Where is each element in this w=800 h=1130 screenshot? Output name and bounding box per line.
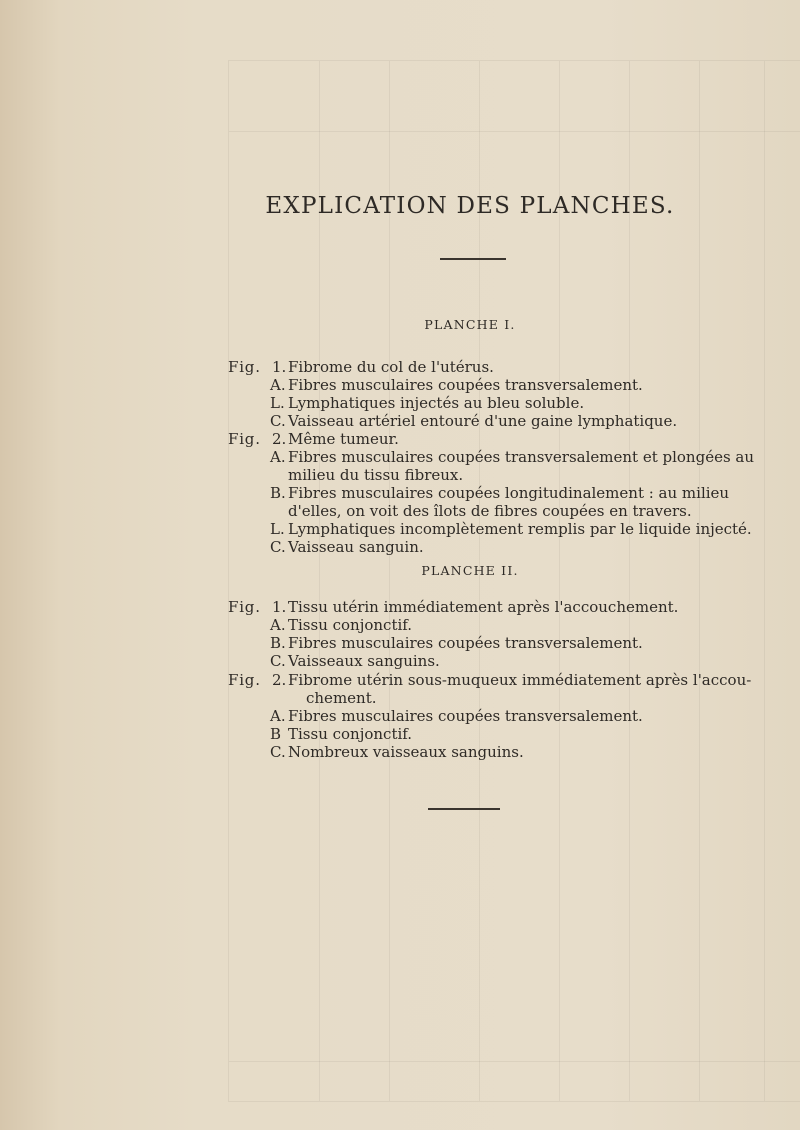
legend-text: Vaisseaux sanguins.	[288, 652, 440, 670]
legend-text: Vaisseau sanguin.	[288, 538, 424, 556]
figure-label: Fig.	[228, 358, 261, 376]
figure-caption-text-cont: chement.	[306, 689, 377, 707]
legend-text: Nombreux vaisseaux sanguins.	[288, 743, 524, 761]
legend-key: B.	[270, 484, 286, 502]
figure-number: 1.	[272, 358, 287, 376]
legend-key: C.	[270, 743, 286, 761]
legend-text: Lymphatiques injectés au bleu soluble.	[288, 394, 585, 412]
legend-text: Tissu conjonctif.	[288, 725, 413, 743]
figure-number: 2.	[272, 671, 287, 689]
plate-heading: PLANCHE II.	[421, 563, 519, 578]
legend-key: L.	[270, 520, 285, 538]
end-divider	[428, 808, 500, 810]
legend-text-cont: d'elles, on voit des îlots de fibres coupées en travers.	[288, 502, 692, 520]
legend-key: A.	[270, 376, 286, 394]
legend-text: Fibres musculaires coupées transversalement.	[288, 707, 643, 725]
title-divider	[440, 258, 506, 260]
legend-text: Fibres musculaires coupées longitudinalement : au milieu	[288, 484, 730, 502]
figure-caption-text: Fibrome utérin sous-muqueux immédiatement après l'accou-	[288, 671, 752, 689]
figure-caption-text: Fibrome du col de l'utérus.	[288, 358, 494, 376]
legend-text: Vaisseau artériel entouré d'une gaine lymphatique.	[288, 412, 678, 430]
legend-key: C.	[270, 538, 286, 556]
figure-caption-text: Même tumeur.	[288, 430, 399, 448]
legend-text: Tissu conjonctif.	[288, 616, 413, 634]
figure-number: 1.	[272, 598, 287, 616]
legend-text: Fibres musculaires coupées transversalement.	[288, 634, 643, 652]
legend-key: A.	[270, 616, 286, 634]
figure-label: Fig.	[228, 598, 261, 616]
legend-text: Fibres musculaires coupées transversalement.	[288, 376, 643, 394]
legend-key: C.	[270, 652, 286, 670]
page-title: EXPLICATION DES PLANCHES.	[265, 193, 675, 219]
legend-key: A.	[270, 448, 286, 466]
figure-number: 2.	[272, 430, 287, 448]
figure-label: Fig.	[228, 430, 261, 448]
legend-text: Lymphatiques incomplètement remplis par le liquide injecté.	[288, 520, 752, 538]
legend-key: A.	[270, 707, 286, 725]
figure-caption-text: Tissu utérin immédiatement après l'accouchement.	[288, 598, 679, 616]
plate-heading: PLANCHE I.	[424, 317, 516, 332]
legend-key: L.	[270, 394, 285, 412]
figure-label: Fig.	[228, 671, 261, 689]
legend-key: B	[270, 725, 282, 743]
legend-key: C.	[270, 412, 286, 430]
legend-text: Fibres musculaires coupées transversalement et plongées au	[288, 448, 755, 466]
legend-key: B.	[270, 634, 286, 652]
legend-text-cont: milieu du tissu fibreux.	[288, 466, 464, 484]
